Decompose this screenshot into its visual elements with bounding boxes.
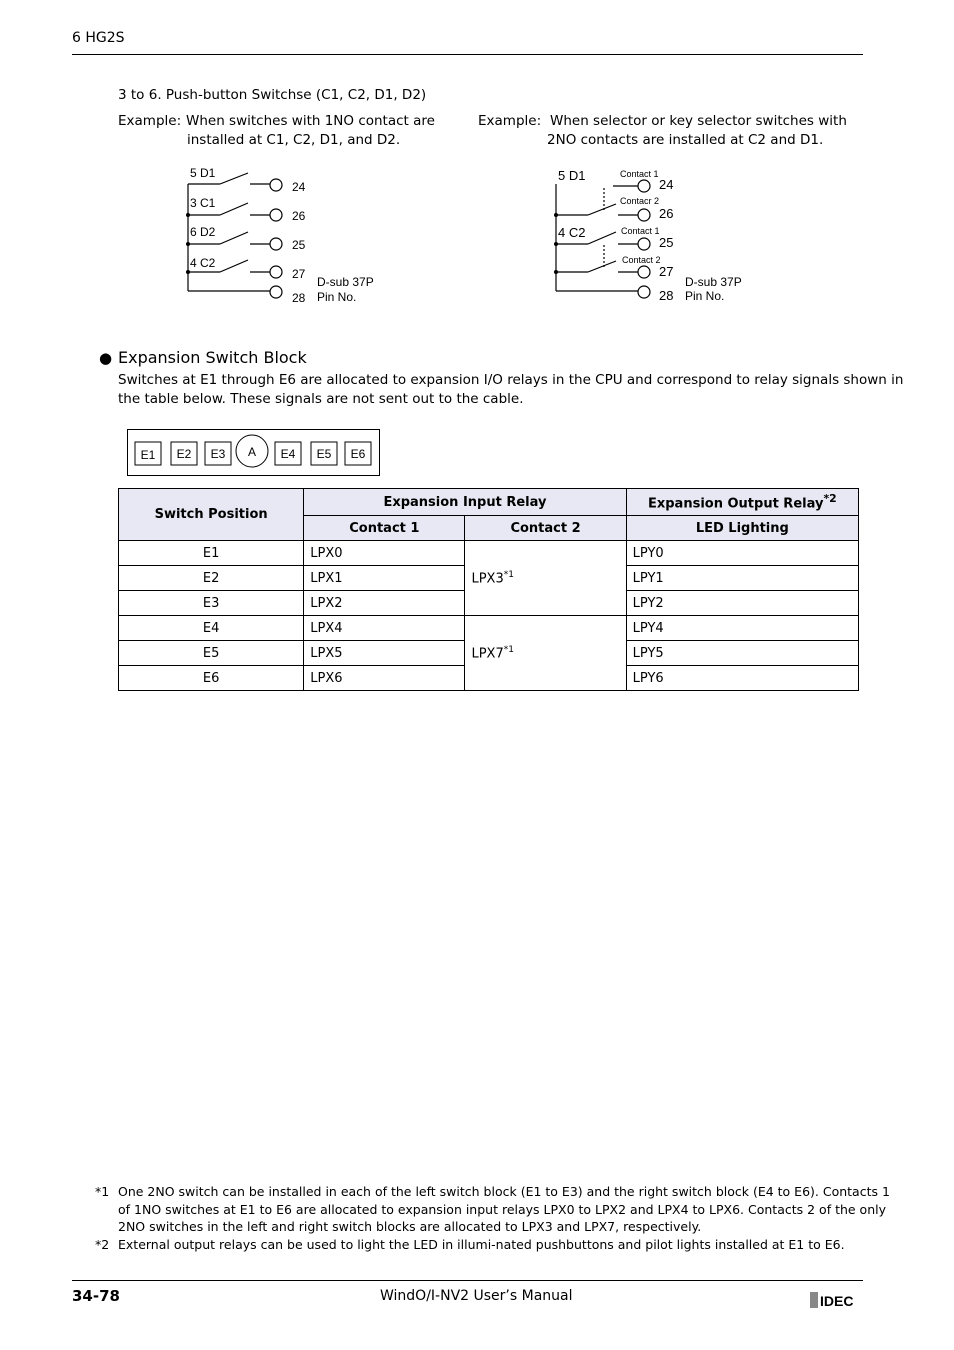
header-title: 6 HG2S <box>72 30 125 46</box>
expansion-para-line1: Switches at E1 through E6 are allocated to expansion I/O relays in the CPU and correspond to relay signals shown in <box>118 372 904 388</box>
d1-pinno-label: Pin No. <box>317 290 357 304</box>
example1-line2: installed at C1, C2, D1, and D2. <box>187 132 401 148</box>
header-expansion-input: Expansion Input Relay <box>304 489 626 516</box>
d2-switch-5d1: 5 D1 <box>558 168 586 183</box>
example2-line1: When selector or key selector switches with <box>550 113 847 129</box>
expansion-para-line2: the table below. These signals are not sent out to the cable. <box>118 391 524 407</box>
footnote-1-mark: *1 <box>95 1184 110 1199</box>
cell-contact1: LPX4 <box>304 616 465 641</box>
bullet-icon: ● <box>99 349 113 367</box>
example1-line1: When switches with 1NO contact are <box>186 113 435 129</box>
cell-position: E5 <box>119 641 304 666</box>
footnote-1-text <box>118 1183 890 1236</box>
cell-led: LPY5 <box>626 641 858 666</box>
d1-switch-6d2: 6 D2 <box>190 225 216 239</box>
d2-dsub-label: D-sub 37P <box>685 275 742 289</box>
footnote-2-text <box>118 1236 845 1254</box>
footnote-ref-1: *1 <box>503 569 514 580</box>
d1-dsub-label: D-sub 37P <box>317 275 374 289</box>
example2-line2: 2NO contacts are installed at C2 and D1. <box>547 132 824 148</box>
d2-pinno-label: Pin No. <box>685 289 725 303</box>
cell-led: LPY4 <box>626 616 858 641</box>
cell-led: LPY2 <box>626 591 858 616</box>
cell-contact1: LPX2 <box>304 591 465 616</box>
header-led-lighting: LED Lighting <box>626 516 858 541</box>
section-heading: 3 to 6. Push-button Switchse (C1, C2, D1, D2) <box>118 87 427 103</box>
block-e2: E2 <box>176 447 192 461</box>
cell-led: LPY0 <box>626 541 858 566</box>
d2-switch-4c2: 4 C2 <box>558 225 586 240</box>
d2-contact-1a: Contact 1 <box>620 169 659 179</box>
block-e6: E6 <box>350 447 366 461</box>
cell-contact1: LPX5 <box>304 641 465 666</box>
block-e5: E5 <box>316 447 332 461</box>
footnote-line: One 2NO switch can be installed in each of the left switch block (E1 to E3) and the right switch block (E4 to E6). Contacts 1 <box>118 1184 890 1199</box>
expansion-switch-block-diagram <box>127 429 382 477</box>
d2-pin-28: 28 <box>659 288 674 303</box>
cell-contact1: LPX6 <box>304 666 465 691</box>
cell-contact2-merged <box>465 616 626 691</box>
footnote-ref-1: *1 <box>503 644 514 655</box>
table-row <box>119 541 859 566</box>
d1-pin-24: 24 <box>292 180 306 194</box>
d2-pin-27: 27 <box>659 264 674 279</box>
header-rule <box>72 54 863 55</box>
d1-switch-4c2: 4 C2 <box>190 256 216 270</box>
footnote-line: of 1NO switches at E1 to E6 are allocated to expansion input relays LPX0 to LPX2 and LPX4 to LPX6. Contacts 2 of the only <box>118 1201 886 1217</box>
manual-title: WindO/I-NV2 User’s Manual <box>380 1288 573 1304</box>
cell-contact2-merged <box>465 541 626 616</box>
cell-contact1: LPX0 <box>304 541 465 566</box>
header-contact-2: Contact 2 <box>465 516 626 541</box>
table-row <box>119 616 859 641</box>
relay-table <box>118 488 859 691</box>
header-output-text: Expansion Output Relay <box>647 496 824 512</box>
wiring-diagram-1nc <box>180 160 410 310</box>
merged-text: LPX7 <box>471 646 504 662</box>
header-contact-1: Contact 1 <box>304 516 465 541</box>
d2-pin-26: 26 <box>659 206 674 221</box>
d1-pin-28: 28 <box>292 291 306 305</box>
example2-label: Example: <box>478 113 542 129</box>
d2-contact-2b: Contact 2 <box>622 255 661 265</box>
idec-logo <box>810 1291 864 1309</box>
block-e4: E4 <box>280 447 296 461</box>
d2-contact-2a: Contacr 2 <box>620 196 660 206</box>
cell-led: LPY6 <box>626 666 858 691</box>
cell-position: E1 <box>119 541 304 566</box>
cell-position: E3 <box>119 591 304 616</box>
cell-position: E4 <box>119 616 304 641</box>
cell-position: E6 <box>119 666 304 691</box>
footnote-line: 2NO switches in the left and right switch blocks are allocated to LPX3 and LPX7, respectively. <box>118 1219 702 1234</box>
wiring-diagram-2nc <box>548 160 778 310</box>
footnote-2-mark: *2 <box>95 1237 110 1252</box>
merged-text: LPX3 <box>471 571 504 587</box>
cell-position: E2 <box>119 566 304 591</box>
page-number: 34-78 <box>72 1287 120 1305</box>
footnote-line: External output relays can be used to light the LED in illumi-nated pushbuttons and pilot lights installed at E1 to E6. <box>118 1237 845 1252</box>
d1-pin-27: 27 <box>292 267 306 281</box>
footnote-ref-2: *2 <box>823 492 837 506</box>
block-e1: E1 <box>140 448 156 462</box>
d1-pin-26: 26 <box>292 209 306 223</box>
d2-pin-25: 25 <box>659 235 674 250</box>
d2-contact-1b: Contact 1 <box>621 226 660 236</box>
cell-contact1: LPX1 <box>304 566 465 591</box>
header-switch-position: Switch Position <box>119 489 304 541</box>
expansion-title: Expansion Switch Block <box>118 348 307 367</box>
block-a: A <box>247 445 257 459</box>
logo-text: IDEC <box>820 1293 854 1309</box>
d1-pin-25: 25 <box>292 238 306 252</box>
footer-rule <box>72 1280 863 1281</box>
d2-pin-24: 24 <box>659 177 674 192</box>
d1-switch-5d1: 5 D1 <box>190 166 216 180</box>
d1-switch-3c1: 3 C1 <box>190 196 216 210</box>
block-e3: E3 <box>210 447 226 461</box>
cell-led: LPY1 <box>626 566 858 591</box>
example1-label: Example: <box>118 113 182 129</box>
header-expansion-output <box>626 489 858 516</box>
